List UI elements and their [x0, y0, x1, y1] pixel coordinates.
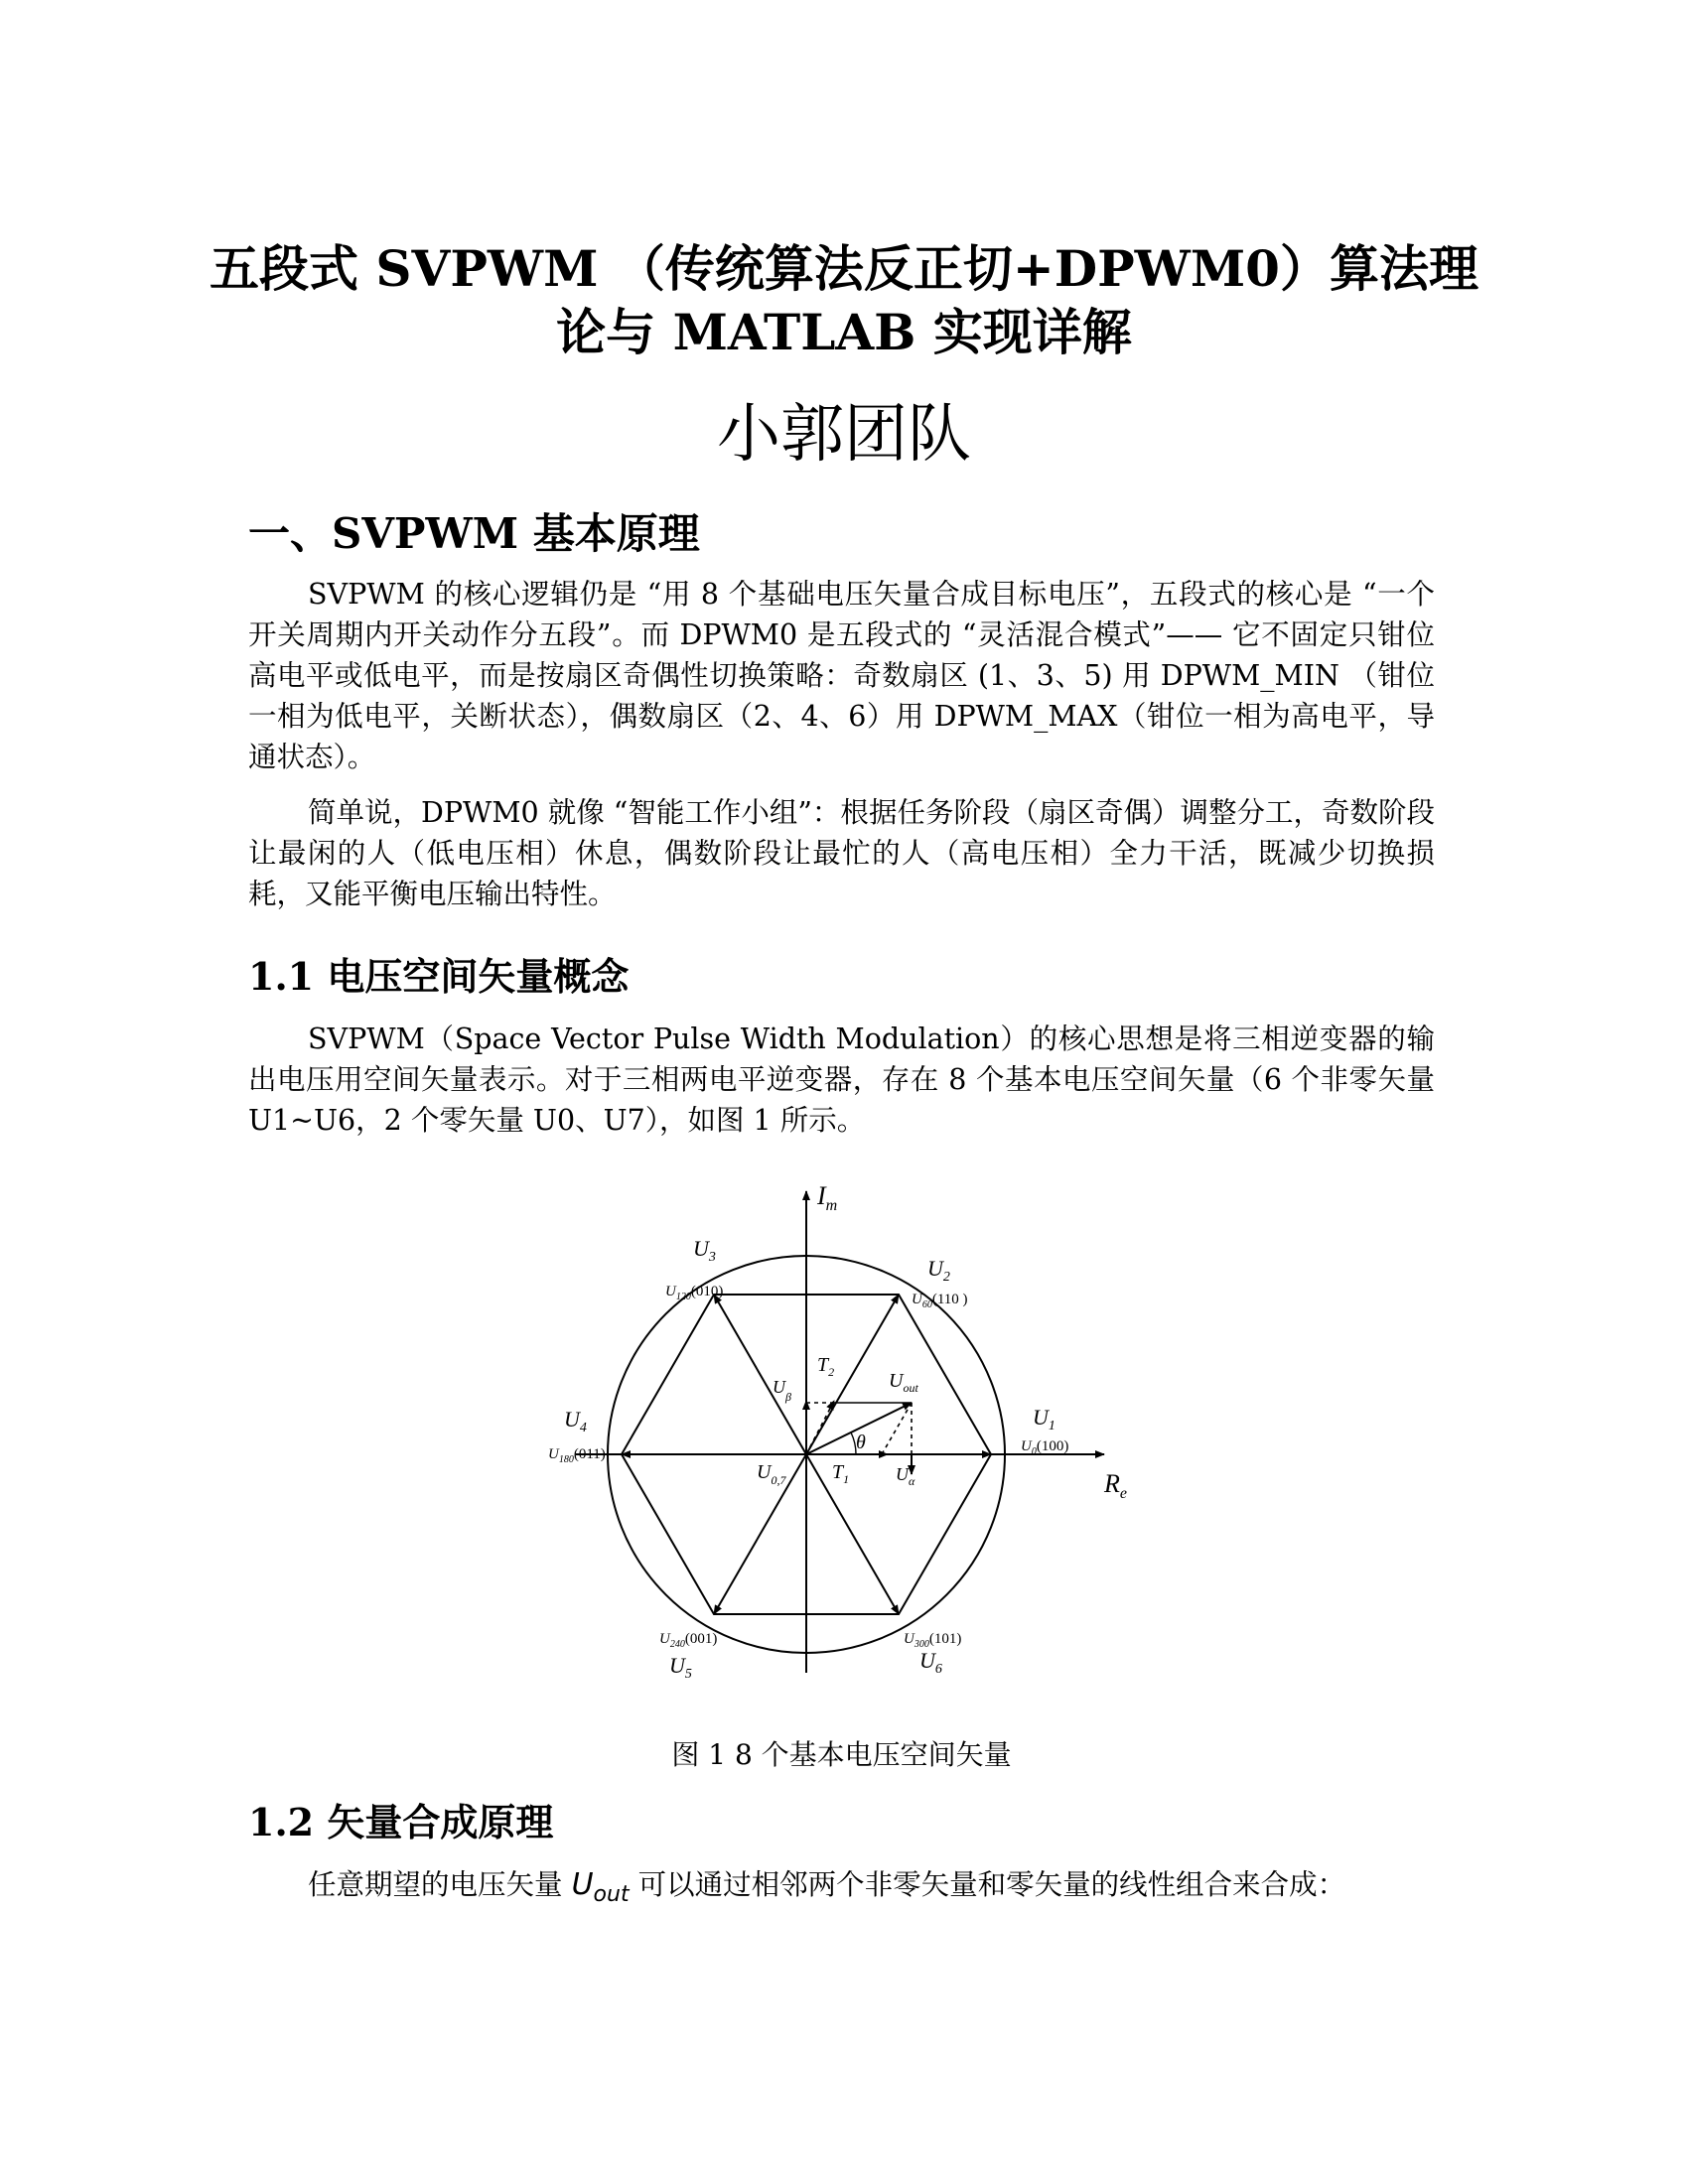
- u1-code-label: $U_0(100)$: [1021, 1438, 1069, 1457]
- ualpha-label: $U_\alpha$: [896, 1464, 915, 1488]
- u3-label: $U_3$: [693, 1236, 716, 1265]
- u3-code-label: $U_{120}(010)$: [665, 1284, 724, 1302]
- t1-label: $T_1$: [832, 1461, 850, 1486]
- uout-math-sub: out: [593, 1882, 630, 1907]
- section1-paragraph-2: 简单说，DPWM0 就像 “智能工作小组”：根据任务阶段（扇区奇偶）调整分工，奇数阶段让最闲的人（低电压相）休息，偶数阶段让最忙的人（高电压相）全力干活，既减少切换损耗，又能平衡电压输出特性。: [248, 796, 1435, 910]
- u1-label: $U_1$: [1033, 1405, 1055, 1433]
- vector-u3: [714, 1295, 806, 1454]
- u2-label: $U_2$: [927, 1256, 950, 1285]
- title-line-2: 论与 MATLAB 实现详解: [556, 303, 1132, 361]
- u07-label: $U_{0,7}$: [757, 1461, 786, 1487]
- section-heading-1-2: 1.2 矢量合成原理: [248, 1800, 554, 1844]
- im-axis-label: $I_m$: [817, 1181, 838, 1214]
- u4-code-label: $U_{180}(011)$: [548, 1446, 606, 1465]
- u6-label: $U_6$: [919, 1648, 942, 1677]
- u4-label: $U_4$: [564, 1407, 587, 1435]
- section12-text-after: 可以通过相邻两个非零矢量和零矢量的线性组合来合成：: [637, 1868, 1346, 1901]
- vector-u6: [806, 1454, 899, 1614]
- uout-math-main: U: [571, 1867, 594, 1902]
- u5-code-label: $U_{240}(001)$: [659, 1631, 718, 1650]
- author: 小郭团队: [717, 398, 971, 472]
- re-axis-label: $R_e$: [1104, 1469, 1127, 1502]
- section-heading-1: 一、SVPWM 基本原理: [248, 509, 700, 558]
- section-heading-1-1: 1.1 电压空间矢量概念: [248, 954, 630, 999]
- section1-paragraph-1: SVPWM 的核心逻辑仍是 “用 8 个基础电压矢量合成目标电压”，五段式的核心是 “一个开关周期内开关动作分五段”。而 DPWM0 是五段式的 “灵活混合模式”—— 它不固定只钳位高电平或低电平，而是按扇区奇偶性切换策略：奇数扇区 (1、3、5) 用 DPWM_MIN （钳位一相为低电平，关断状态），偶数扇区（2、4、6）用 DPWM_MAX（钳位一相为高电平，导通状态）。: [248, 578, 1435, 773]
- vector-t2-component: [806, 1401, 834, 1454]
- figure-caption: 图 1 8 个基本电压空间矢量: [671, 1738, 1012, 1771]
- u6-code-label: $U_{300}(101)$: [904, 1631, 962, 1650]
- section11-paragraph: SVPWM（Space Vector Pulse Width Modulation）的核心思想是将三相逆变器的输出电压用空间矢量表示。对于三相两电平逆变器，存在 8 个基本电压空间矢量（6 个非零矢量 U1~U6，2 个零矢量 U0、U7），如图 1 所示。: [248, 1023, 1435, 1137]
- uout-label: $U_{out}$: [889, 1370, 918, 1395]
- u5-label: $U_5$: [669, 1653, 692, 1682]
- t2-label: $T_2$: [817, 1354, 835, 1379]
- title-line-1: 五段式 SVPWM （传统算法反正切+DPWM0）算法理: [210, 239, 1478, 298]
- uout-math: [571, 1867, 630, 1907]
- section12-paragraph: [248, 1864, 1435, 1915]
- section12-text-before: 任意期望的电压矢量: [308, 1868, 563, 1901]
- space-vector-diagram: [536, 1176, 1152, 1712]
- theta-label: θ: [856, 1432, 866, 1453]
- u2-code-label: $U_{60}(110$ ): [912, 1292, 968, 1310]
- ubeta-label: $U_\beta$: [773, 1377, 791, 1404]
